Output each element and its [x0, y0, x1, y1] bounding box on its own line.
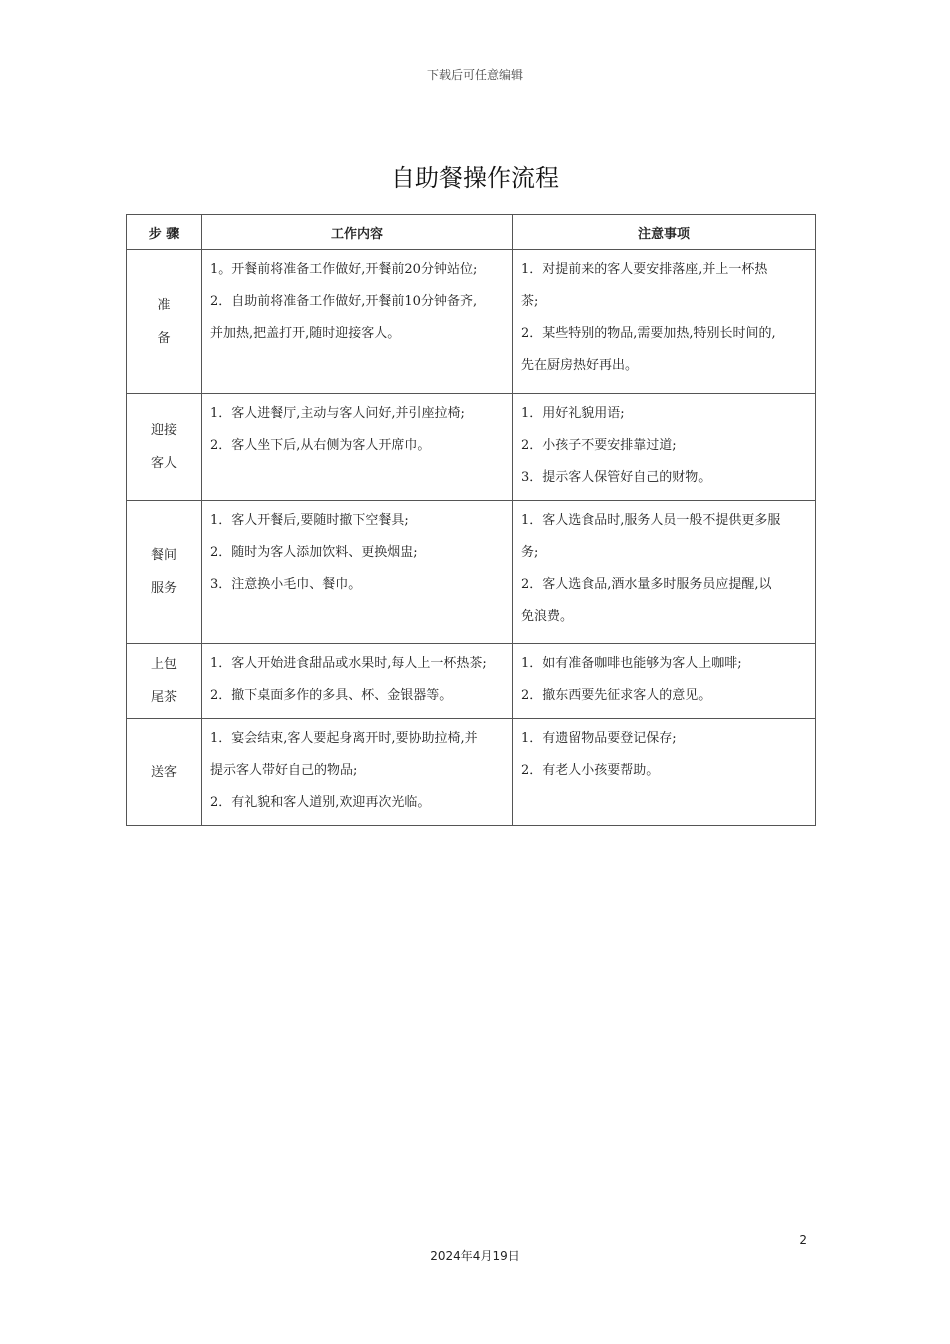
table-row — [127, 394, 816, 501]
note-line: 2．某些特别的物品,需要加热,特别长时间的, — [521, 326, 776, 341]
step-label: 迎接 — [150, 423, 177, 438]
page-header: 下载后可任意编辑 — [426, 68, 523, 82]
step-label: 客人 — [150, 456, 177, 471]
work-line: 2．随时为客人添加饮料、更换烟盅; — [210, 545, 418, 560]
work-line: 并加热,把盖打开,随时迎接客人。 — [210, 326, 401, 341]
notes-cell — [513, 250, 816, 394]
table-header-row — [127, 215, 816, 250]
note-line: 1．用好礼貌用语; — [521, 406, 625, 421]
step-cell — [127, 719, 202, 826]
note-line: 1．有遗留物品要登记保存; — [521, 731, 677, 746]
work-line: 1．客人开始进食甜品或水果时,每人上一杯热茶; — [210, 656, 487, 671]
note-line: 1．对提前来的客人要安排落座,并上一杯热 — [521, 262, 768, 277]
work-line: 2．撤下桌面多作的多具、杯、金银器等。 — [210, 688, 453, 703]
header-step: 步 骤 — [127, 215, 202, 250]
work-content-cell — [202, 250, 513, 394]
note-line: 2．小孩子不要安排靠过道; — [521, 438, 677, 453]
notes-cell — [513, 501, 816, 644]
work-line: 2．自助前将准备工作做好,开餐前10分钟备齐, — [210, 294, 478, 309]
header-notes: 注意事项 — [513, 215, 816, 250]
work-content-cell — [202, 644, 513, 719]
work-line: 2．客人坐下后,从右侧为客人开席巾。 — [210, 438, 431, 453]
step-label: 准 — [157, 297, 171, 313]
header-work-content: 工作内容 — [202, 215, 513, 250]
notes-cell — [513, 644, 816, 719]
step-cell — [127, 250, 202, 394]
step-label: 上包 — [150, 657, 177, 672]
note-line: 2．有老人小孩要帮助。 — [521, 763, 660, 778]
note-line: 3．提示客人保管好自己的财物。 — [521, 470, 712, 485]
table-row — [127, 644, 816, 719]
work-content-cell — [202, 501, 513, 644]
step-label: 尾茶 — [150, 690, 177, 705]
step-label: 餐间 — [150, 548, 177, 563]
step-cell — [127, 644, 202, 719]
table-row — [127, 719, 816, 826]
page-number: 2 — [799, 1233, 807, 1247]
work-line: 1．客人开餐后,要随时撤下空餐具; — [210, 513, 409, 528]
note-line: 先在厨房热好再出。 — [521, 358, 639, 373]
note-line: 2．撤东西要先征求客人的意见。 — [521, 688, 712, 703]
work-line: 1．宴会结束,客人要起身离开时,要协助拉椅,并 — [210, 731, 478, 746]
note-line: 免浪费。 — [521, 609, 574, 624]
step-label: 服务 — [150, 581, 177, 596]
work-line: 2．有礼貌和客人道别,欢迎再次光临。 — [210, 795, 431, 810]
step-label: 送客 — [150, 764, 177, 780]
procedure-table — [126, 214, 816, 826]
note-line: 务; — [521, 545, 539, 560]
note-line: 茶; — [521, 294, 539, 309]
footer-date: 2024年4月19日 — [430, 1249, 520, 1263]
step-cell — [127, 501, 202, 644]
work-line: 3．注意换小毛巾、餐巾。 — [210, 577, 362, 592]
work-line: 提示客人带好自己的物品; — [210, 763, 358, 778]
work-content-cell — [202, 719, 513, 826]
notes-cell — [513, 719, 816, 826]
step-label: 备 — [157, 330, 171, 346]
work-content-cell — [202, 394, 513, 501]
work-line: 1．客人进餐厅,主动与客人问好,并引座拉椅; — [210, 406, 465, 421]
table-row — [127, 501, 816, 644]
note-line: 1．客人选食品时,服务人员一般不提供更多服 — [521, 513, 781, 528]
work-line: 1。开餐前将准备工作做好,开餐前20分钟站位; — [210, 262, 478, 277]
step-cell — [127, 394, 202, 501]
note-line: 1．如有准备咖啡也能够为客人上咖啡; — [521, 656, 742, 671]
notes-cell — [513, 394, 816, 501]
table-row — [127, 250, 816, 394]
document-title: 自助餐操作流程 — [391, 164, 559, 192]
note-line: 2．客人选食品,酒水量多时服务员应提醒,以 — [521, 577, 772, 592]
